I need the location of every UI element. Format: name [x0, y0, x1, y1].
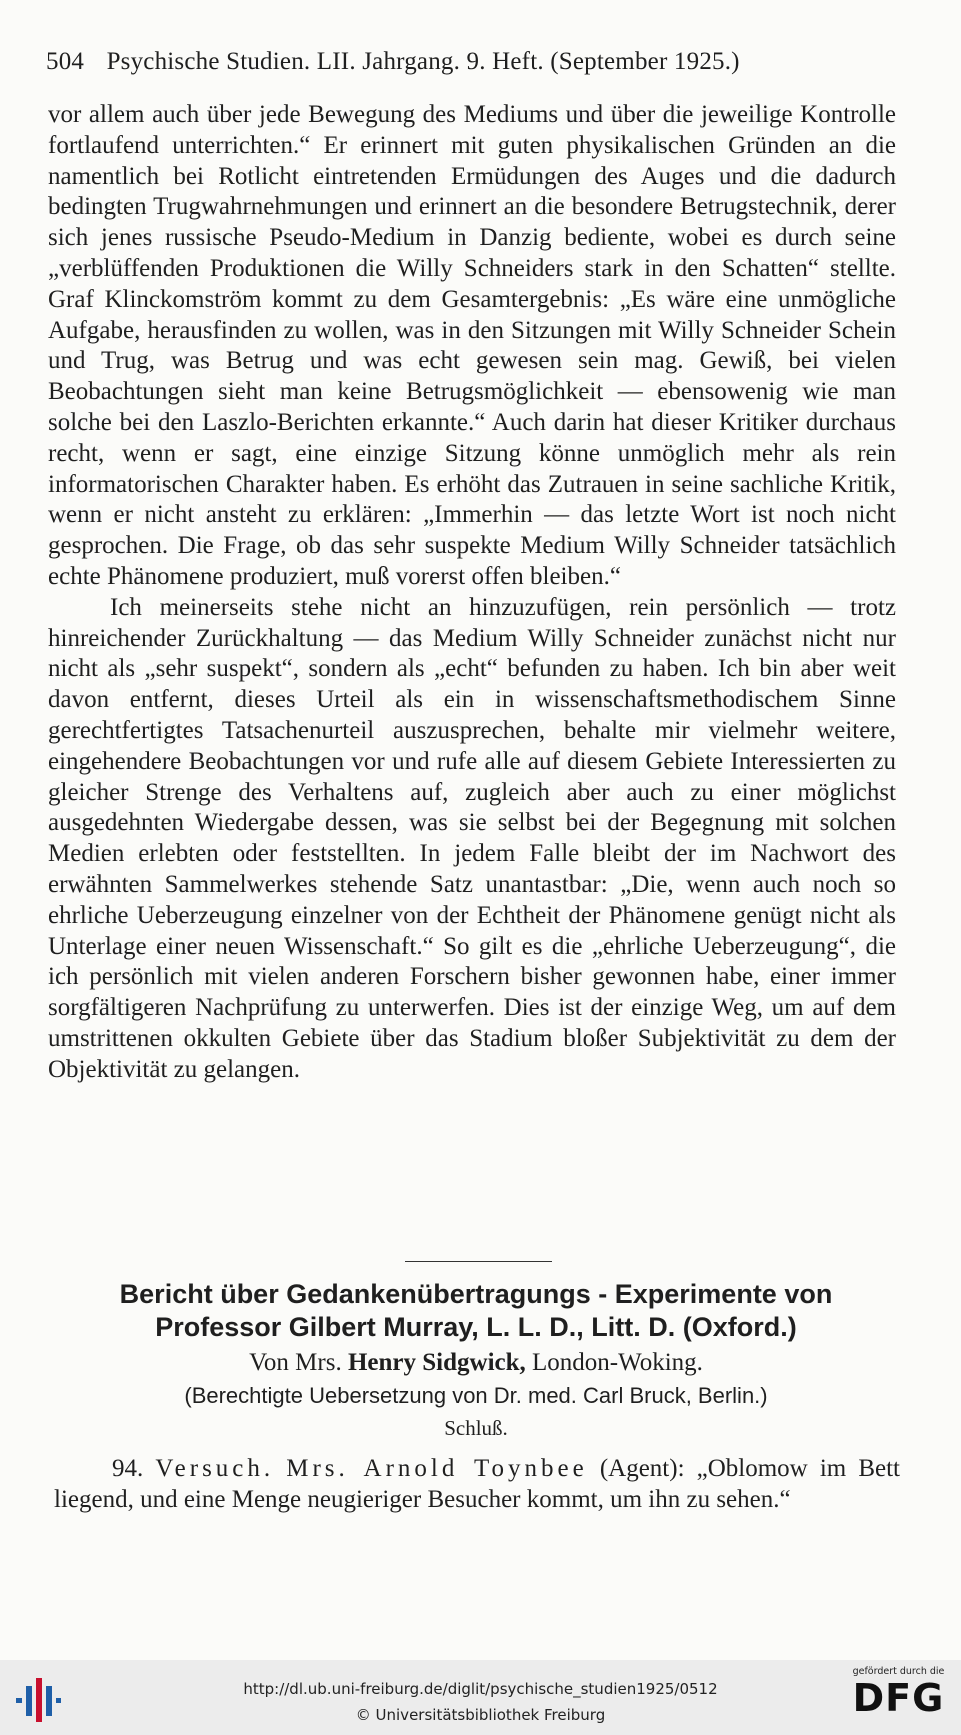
paragraph-2: Ich meinerseits stehe nicht an hinzuzufügen, rein persönlich — trotz hinreichender Zurückhaltung — das Medium Willy Schneider zunächst nicht nur nicht als „sehr suspekt“, sondern als „echt“ befunden zu haben. Ich bin aber weit davon entfernt, dieses Urteil als ein in wissenschaftsmethodischem Sinne gerechtfertigtes Tatsachenurteil auszusprechen, behalte mir vielmehr weitere, eingehendere Beobachtungen vor und rufe alle auf diesem Gebiete Interessierten zu gleicher Strenge des Verhaltens auf, zugleich aber auch zu einer möglichst ausgedehnten Wiedergabe dessen, was sie selbst bei der Begegnung mit solchen Medien erlebten oder feststellten. In jedem Falle bleibt der im Nachwort des erwähnten Sammelwerkes stehende Satz unantastbar: „Die, wenn auch noch so ehrliche Ueberzeugung einzelner von der Echtheit der Phänomene genügt nicht als Unterlage einer neuen Wissenschaft.“ So gilt es die „ehrliche Ueberzeugung“, die ich persönlich mit vielen anderen Forschern bisher gewonnen habe, einer immer sorgfältigeren Nachprüfung zu unterwerfen. Dies ist der einzige Weg, um auf dem umstrittenen okkulten Gebiete über das Stadium bloßer Subjektivität zu dem der Objektivität zu gelangen. — [48, 593, 896, 1083]
article-title-line-1: Bericht über Gedankenübertragungs - Experimente von — [119, 1279, 833, 1309]
experiment-text: (Agent): „Oblomow im Bett liegend, und eine Menge neugieriger Besucher kommt, um ihn zu sehen.“ — [54, 1455, 900, 1513]
dfg-logo-icon — [846, 1666, 951, 1730]
permalink-url[interactable]: http://dl.ub.uni-freiburg.de/diglit/psychische_studien1925/0512 — [243, 1680, 718, 1698]
author-name: Henry Sidgwick, — [347, 1349, 526, 1376]
page-number: 504 — [46, 48, 85, 75]
experiment-agent: Mrs. Arnold Toynbee — [286, 1455, 588, 1482]
experiment-number: 94. — [112, 1455, 144, 1482]
article-title — [48, 1278, 904, 1344]
experiment-label: Versuch. — [155, 1455, 275, 1482]
dfg-funded-label: gefördert durch die — [852, 1666, 945, 1677]
running-title: Psychische Studien. LII. Jahrgang. 9. Heft. (September 1925.) — [106, 48, 740, 75]
author-line — [48, 1348, 904, 1378]
running-header — [46, 48, 906, 76]
experiment-paragraph — [54, 1454, 900, 1516]
copyright-notice: © Universitätsbibliothek Freiburg — [355, 1706, 606, 1724]
conclusion-label: Schluß. — [444, 1416, 508, 1440]
author-location: London-Woking. — [532, 1349, 703, 1376]
author-prefix: Von Mrs. — [249, 1349, 342, 1376]
body-text — [48, 100, 896, 1086]
dfg-wordmark: DFG — [852, 1676, 945, 1720]
library-footer — [0, 1660, 961, 1735]
translation-note: (Berechtigte Uebersetzung von Dr. med. Carl Bruck, Berlin.) — [184, 1383, 768, 1408]
article-title-line-2: Professor Gilbert Murray, L. L. D., Litt. D. (Oxford.) — [155, 1312, 797, 1342]
paragraph-1: vor allem auch über jede Bewegung des Mediums und über die jeweilige Kontrolle fortlaufend unterrichten.“ Er erinnert mit guten physikalischen Gründen an die namentlich bei Rotlicht eintretenden Ermüdungen des Auges und die dadurch bedingten Trugwahrnehmungen und erinnert an die besondere Betrugstechnik, derer sich jenes russische Pseudo-Medium in Danzig bediente, wobei es durch seine „verblüffenden Produktionen die Willy Schneiders stark in den Schatten“ stellte. Graf Klinckomström kommt zu dem Gesamtergebnis: „Es wäre eine unmögliche Aufgabe, herausfinden zu wollen, was in den Sitzungen mit Willy Schneider Schein und Trug, was Betrug und was echt gewesen sein mag. Gewiß, bei vielen Beobachtungen sieht man keine Betrugsmöglichkeit — ebensowenig wie man solche bei den Laszlo-Berichten erkannte.“ Auch darin hat dieser Kritiker durchaus recht, wenn er sagt, eine einzige Sitzung könne unmöglich mehr als rein informatorischen Charakter haben. Es erhöht das Zutrauen in seine sachliche Kritik, wenn er nicht ansteht zu erklären: „Immerhin — das letzte Wort ist noch nicht gesprochen. Die Frage, ob das sehr suspekte Medium Willy Schneider tatsächlich echte Phänomene produziert, muß vorerst offen bleiben.“ — [48, 101, 896, 590]
section-divider — [405, 1261, 552, 1262]
